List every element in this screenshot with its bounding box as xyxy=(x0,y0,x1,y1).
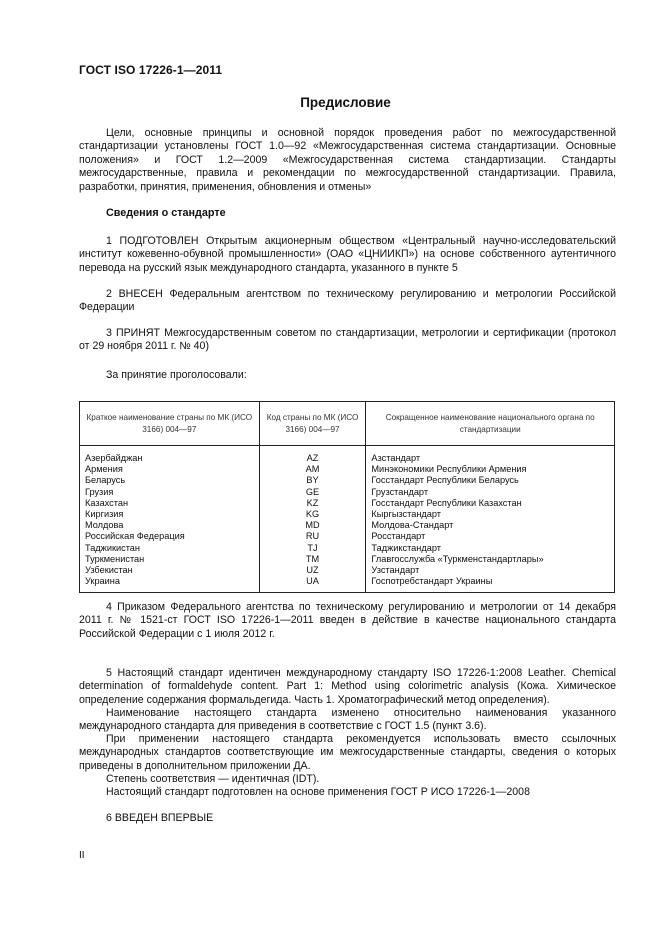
cell-code: RU xyxy=(259,531,366,542)
cell-country: Российская Федерация xyxy=(80,531,260,542)
item-6 xyxy=(79,812,616,825)
item-1 xyxy=(79,235,616,275)
cell-code: GE xyxy=(259,487,366,498)
cell-body: Росстандарт xyxy=(366,531,615,542)
cell-body: Таджикстандарт xyxy=(366,543,615,554)
cell-body: Кыргызстандарт xyxy=(366,509,615,520)
item-4-text: 4 Приказом Федерального агентства по техническому регулированию и метрологии от 14 декабря 2011 г. № 1521-ст ГОСТ ISO 17226-1—2011 введен в действие в качестве национального стандарта Российской Федерации с 1 июля 2012 г. xyxy=(79,601,616,640)
item-5-name-text: Наименование настоящего стандарта изменено относительно наименования указанного международного стандарта для приведения в соответствие с ГОСТ 1.5 (пункт 3.6). xyxy=(79,707,616,733)
cell-country: Азербайджан xyxy=(80,446,260,465)
header-country: Краткое наименование страны по МК (ИСО 3166) 004—97 xyxy=(80,402,260,446)
voting-table xyxy=(79,401,615,593)
cell-code: TM xyxy=(259,554,366,565)
item-5-basis-text: Настоящий стандарт подготовлен на основе применения ГОСТ Р ИСО 17226-1—2008 xyxy=(106,786,530,798)
item-1-text: 1 ПОДГОТОВЛЕН Открытым акционерным обществом «Центральный научно-исследовательский институт кожевенно-обувной промышленности» (ОАО «ЦНИИКП») на основе собственного аутентичного перевода на русский язык международного стандарта, указанного в пункте 5 xyxy=(79,235,616,274)
cell-code: KG xyxy=(259,509,366,520)
item-5-degree-text: Степень соответствия — идентичная (IDT). xyxy=(106,773,320,785)
table-row xyxy=(80,446,615,465)
voting-table-wrapper xyxy=(79,401,615,593)
table-row xyxy=(80,498,615,509)
item-4 xyxy=(79,601,616,641)
table-row xyxy=(80,554,615,565)
item-5-refs-text: При применении настоящего стандарта рекомендуется использовать вместо ссылочных международных стандартов соответствующие им межгосударственные стандарты, сведения о которых приведены в дополнительном приложении ДА. xyxy=(79,733,616,772)
table-row xyxy=(80,464,615,475)
cell-body: Госстандарт Республики Казахстан xyxy=(366,498,615,509)
cell-country: Армения xyxy=(80,464,260,475)
cell-country: Украина xyxy=(80,576,260,593)
intro-text: Цели, основные принципы и основной порядок проведения работ по межгосударственной стандартизации установлены ГОСТ 1.0—92 «Межгосударственная система стандартизации. Основные положения» и ГОСТ 1.2—2009 «Межгосударственная система стандартизации. Стандарты межгосударственные, правила и рекомендации по межгосударственной стандартизации. Правила, разработки, принятия, применения, обновления и отмены» xyxy=(79,127,616,193)
item-5-basis xyxy=(79,786,616,799)
item-3 xyxy=(79,327,616,354)
cell-body: Госпотребстандарт Украины xyxy=(366,576,615,593)
page-title: Предисловие xyxy=(300,95,391,110)
table-row xyxy=(80,520,615,531)
table-row xyxy=(80,565,615,576)
cell-code: AZ xyxy=(259,446,366,465)
cell-code: UA xyxy=(259,576,366,593)
cell-code: TJ xyxy=(259,543,366,554)
item-6-text: 6 ВВЕДЕН ВПЕРВЫЕ xyxy=(106,812,214,824)
header-code: Код страны по МК (ИСО 3166) 004—97 xyxy=(259,402,366,446)
cell-body: Минэкономики Республики Армения xyxy=(366,464,615,475)
cell-body: Госстандарт Республики Беларусь xyxy=(366,475,615,486)
cell-code: BY xyxy=(259,475,366,486)
cell-country: Таджикистан xyxy=(80,543,260,554)
table-row xyxy=(80,509,615,520)
cell-body: Главгосслужба «Туркменстандартлары» xyxy=(366,554,615,565)
table-row xyxy=(80,576,615,593)
item-5 xyxy=(79,667,616,707)
cell-body: Узстандарт xyxy=(366,565,615,576)
cell-country: Грузия xyxy=(80,487,260,498)
page-number: II xyxy=(79,850,85,861)
table-header-row xyxy=(80,402,615,446)
cell-country: Туркменистан xyxy=(80,554,260,565)
item-5-name-note xyxy=(79,707,616,734)
table-body xyxy=(80,446,615,593)
item-2 xyxy=(79,288,616,315)
table-row xyxy=(80,543,615,554)
intro-paragraph xyxy=(79,127,616,194)
document-header: ГОСТ ISO 17226-1—2011 xyxy=(79,63,223,77)
cell-body: Молдова-Стандарт xyxy=(366,520,615,531)
item-5-degree xyxy=(79,773,616,786)
cell-country: Беларусь xyxy=(80,475,260,486)
item-5-refs-note xyxy=(79,733,616,773)
item-3-text: 3 ПРИНЯТ Межгосударственным советом по стандартизации, метрологии и сертификации (протокол от 29 ноября 2011 г. № 40) xyxy=(79,327,616,353)
cell-country: Казахстан xyxy=(80,498,260,509)
table-row xyxy=(80,487,615,498)
info-heading: Сведения о стандарте xyxy=(106,207,226,219)
cell-code: UZ xyxy=(259,565,366,576)
header-body: Сокращенное наименование национального органа по стандартизации xyxy=(366,402,615,446)
cell-body: Грузстандарт xyxy=(366,487,615,498)
table-row xyxy=(80,531,615,542)
cell-code: MD xyxy=(259,520,366,531)
cell-code: AM xyxy=(259,464,366,475)
item-2-text: 2 ВНЕСЕН Федеральным агентством по техническому регулированию и метрологии Российской Федерации xyxy=(79,288,616,314)
cell-country: Молдова xyxy=(80,520,260,531)
cell-code: KZ xyxy=(259,498,366,509)
voted-label: За принятие проголосовали: xyxy=(106,369,247,381)
cell-country: Киргизия xyxy=(80,509,260,520)
cell-body: Азстандарт xyxy=(366,446,615,465)
cell-country: Узбекистан xyxy=(80,565,260,576)
table-row xyxy=(80,475,615,486)
item-5-text: 5 Настоящий стандарт идентичен международному стандарту ISO 17226-1:2008 Leather. Chemical determination of formaldehyde content. Part 1: Method using colorimetric analysis (Кожа. Химическое определение содержания формальдегида. Часть 1. Хроматографический метод определения). xyxy=(79,667,616,706)
